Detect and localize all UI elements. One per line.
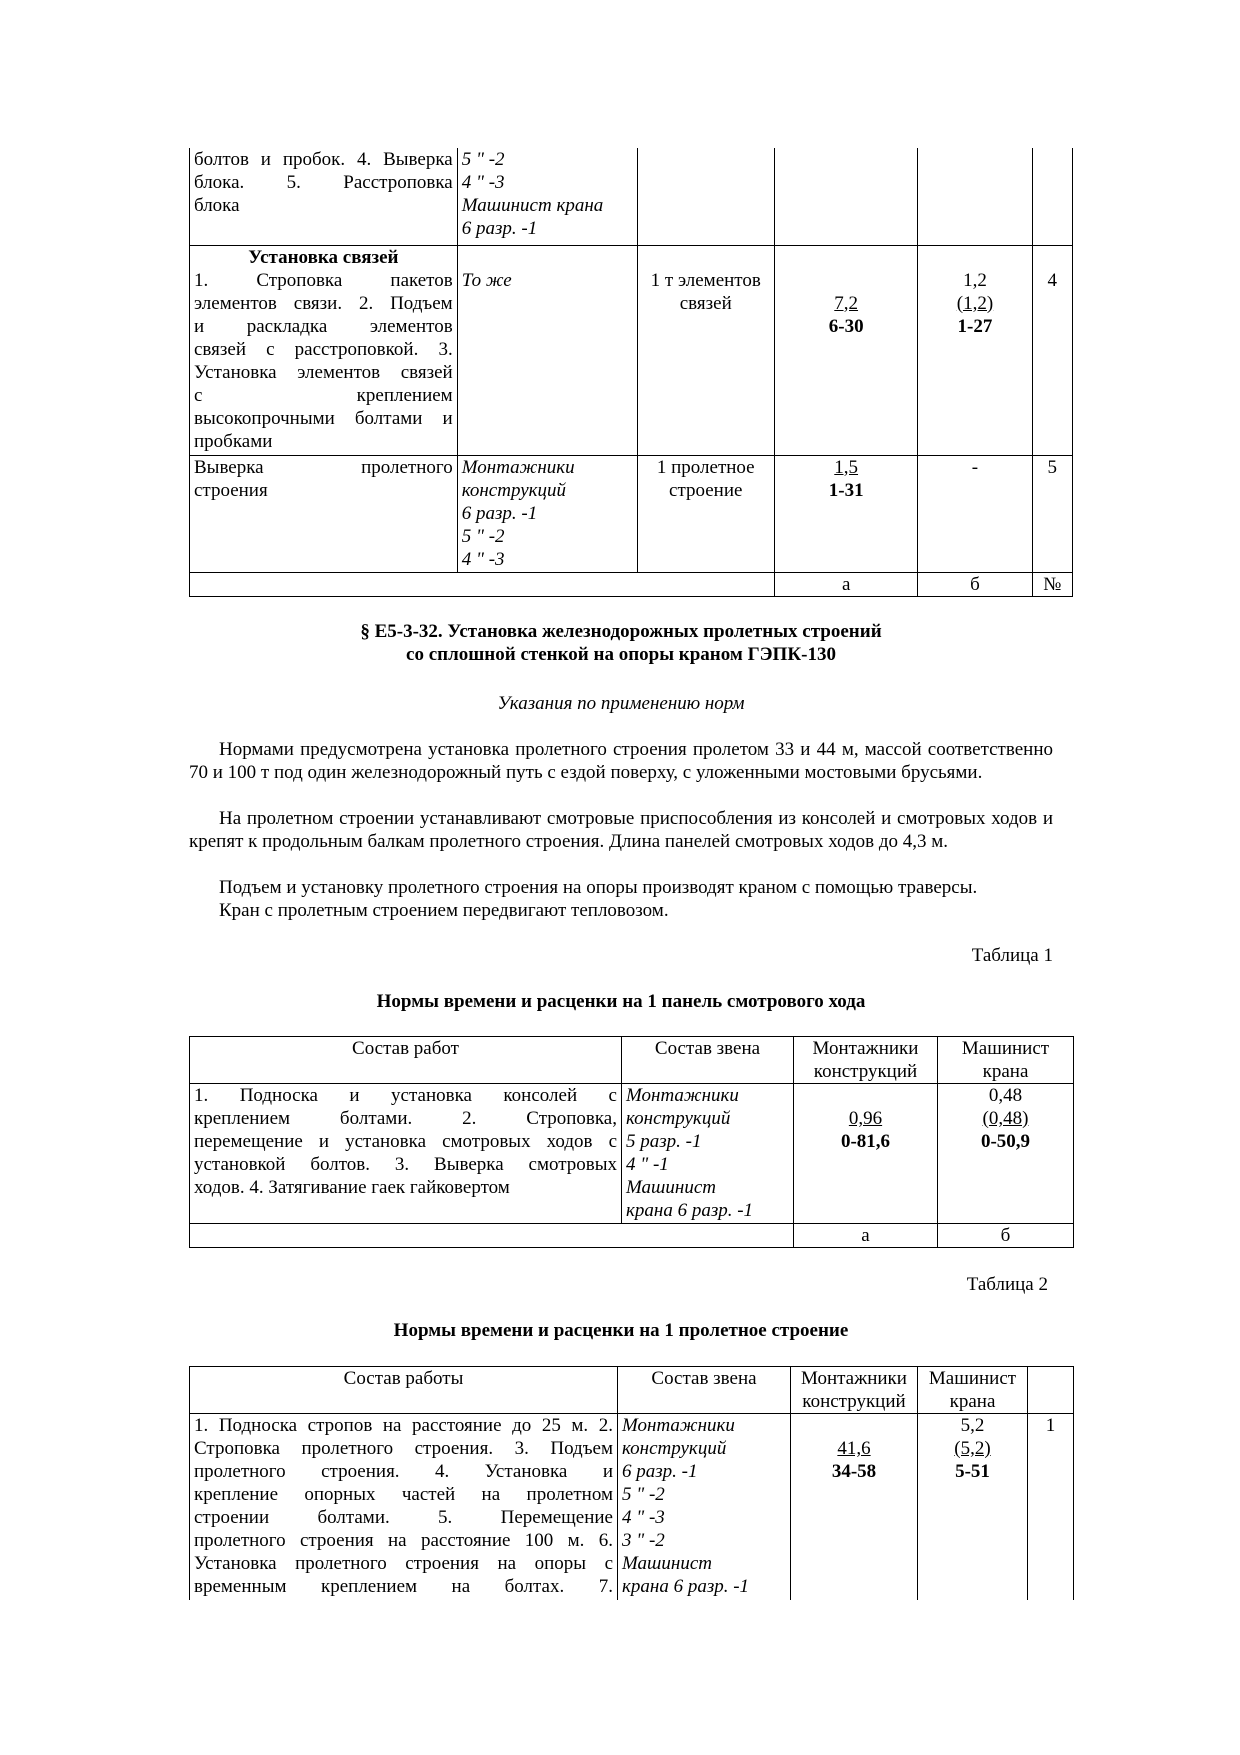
crew-cell	[457, 148, 637, 245]
norm-time-value: 7,2	[834, 292, 859, 314]
work-description-cell	[190, 245, 458, 455]
unit-cell	[637, 148, 774, 245]
text-line: 5 разр. -1	[626, 1131, 702, 1152]
header-line: конструкций	[813, 1061, 918, 1082]
text-line: 5 " -2	[622, 1484, 665, 1505]
footer-label-b: б	[938, 1224, 1074, 1248]
table-footer-row	[190, 1224, 1074, 1248]
text-line: 6 разр. -1	[461, 218, 538, 239]
paragraph: Подъем и установку пролетного строения на опоры производят краном с помощью траверсы.	[219, 877, 978, 898]
table-footer-row	[190, 572, 1073, 596]
text-line: 6 разр. -1	[461, 502, 538, 524]
footer-empty-cell	[190, 572, 775, 596]
row-number: 4	[1047, 269, 1058, 291]
norm-time-value: 1,5	[834, 456, 859, 478]
rate-value: 6-30	[828, 315, 864, 337]
table-label: Таблица 1	[971, 945, 1053, 966]
header-line: Монтажники	[801, 1368, 907, 1389]
norm-b-cell	[918, 245, 1032, 455]
header-line: Машинист	[961, 1038, 1050, 1059]
table-header-row	[190, 1037, 1074, 1084]
text-line: конструкций	[461, 479, 567, 501]
rate-value: 0-81,6	[840, 1131, 891, 1152]
footer-label-a: а	[774, 572, 917, 596]
text-line: строения	[194, 479, 268, 501]
norm-time-value: (0,48)	[982, 1108, 1029, 1129]
header-line: Машинист	[928, 1368, 1017, 1389]
text-line: блока. 5. Расстроповка	[194, 172, 453, 193]
footer-label-a: а	[794, 1224, 938, 1248]
section-title	[189, 620, 1053, 666]
header-line: крана	[949, 1391, 996, 1412]
unit-cell	[637, 245, 774, 455]
norm-time-value: 0,96	[848, 1108, 883, 1129]
text-line: связей с расстроповкой. 3.	[194, 338, 453, 360]
text-line: То же	[461, 269, 512, 291]
text-line: пробками	[194, 430, 273, 452]
norm-b-cell	[938, 1084, 1074, 1224]
number-cell	[1032, 455, 1072, 572]
paragraph: Нормами предусмотрена установка пролетного строения пролетом 33 и 44 м, массой соответственно 70 и 100 т под один железнодорожный путь с ездой поверху, с уложенными мостовыми брусьями.	[189, 739, 1053, 783]
paragraph: Кран с пролетным строением передвигают тепловозом.	[219, 900, 669, 921]
footer-empty-cell	[190, 1224, 794, 1248]
text-line: и раскладка элементов	[194, 315, 453, 337]
work-description-cell	[190, 455, 458, 572]
text-line: Монтажники	[626, 1085, 739, 1106]
section-title-line: § Е5-3-32. Установка железнодорожных пролетных строений	[360, 621, 882, 642]
text-line: 4 " -3	[461, 548, 505, 570]
column-header: Состав звена	[618, 1367, 791, 1414]
footer-label-b: б	[918, 572, 1032, 596]
norm-a-cell	[794, 1084, 938, 1224]
norm-b-cell	[918, 148, 1032, 245]
text-line: временным креплением на болтах. 7.	[194, 1576, 613, 1597]
text-line: креплением болтами. 2. Строповка,	[194, 1108, 617, 1129]
section-subtitle: Указания по применению норм	[497, 693, 745, 714]
work-description-cell	[190, 1414, 618, 1600]
text-line: конструкций	[622, 1438, 727, 1459]
text-line: 1 т элементов	[650, 269, 761, 291]
rate-value: 5-51	[955, 1461, 990, 1482]
column-header: Состав звена	[622, 1037, 794, 1084]
text-line: связей	[679, 292, 732, 314]
norms-table-1	[189, 1036, 1074, 1248]
footer-label-number: №	[1032, 572, 1072, 596]
header-line: крана	[982, 1061, 1029, 1082]
rate-value: 34-58	[831, 1461, 877, 1482]
header-line: конструкций	[802, 1391, 906, 1412]
text-line: Машинист	[622, 1553, 712, 1574]
text-line: крана 6 разр. -1	[626, 1200, 754, 1221]
norm-time-value: 1,2	[963, 269, 987, 291]
table-row	[190, 1084, 1074, 1224]
table-row	[190, 148, 1073, 245]
text-line: 6 разр. -1	[622, 1461, 698, 1482]
text-line: 3 " -2	[622, 1530, 665, 1551]
text-line: Установка пролетного строения на опоры с	[194, 1553, 613, 1574]
text-line: ходов. 4. Затягивание гаек гайковертом	[194, 1177, 510, 1198]
table-label: Таблица 2	[966, 1274, 1048, 1295]
text-line: 4 " -1	[626, 1154, 669, 1175]
text-line: крепление опорных частей на пролетном	[194, 1484, 613, 1505]
text-line: пролетного строения. 4. Установка и	[194, 1461, 613, 1482]
text-line: Установка элементов связей	[194, 361, 453, 383]
work-description-cell	[190, 148, 458, 245]
rate-value: 0-50,9	[980, 1131, 1031, 1152]
norm-time-value: -	[971, 456, 979, 478]
text-line: 5 " -2	[461, 525, 505, 547]
column-header	[1028, 1367, 1074, 1414]
text-line: пролетного строения на расстояние 100 м. 6.	[194, 1530, 613, 1551]
norms-table-2	[189, 1366, 1074, 1600]
table-row	[190, 245, 1073, 455]
crew-cell	[457, 245, 637, 455]
text-line: Машинист крана	[461, 195, 604, 216]
norm-time-value: (5,2)	[954, 1438, 991, 1459]
norm-a-cell	[774, 148, 917, 245]
text-line: болтов и пробок. 4. Выверка	[194, 149, 453, 170]
text-line: Выверка пролетного	[194, 456, 453, 478]
column-header	[938, 1037, 1074, 1084]
rate-value: 1-27	[957, 315, 993, 337]
rate-value: 1-31	[828, 479, 864, 501]
crew-cell	[618, 1414, 791, 1600]
crew-cell	[457, 455, 637, 572]
text-line: строении болтами. 5. Перемещение	[194, 1507, 613, 1528]
norm-time-value: (1,2)	[956, 292, 994, 314]
header-line: Монтажники	[812, 1038, 919, 1059]
column-header: Состав работ	[190, 1037, 622, 1084]
text-line: Монтажники	[461, 456, 575, 478]
text-line: с креплением	[194, 384, 453, 406]
table-row	[190, 1414, 1074, 1600]
norm-b-cell	[918, 1414, 1028, 1600]
paragraph: На пролетном строении устанавливают смотровые приспособления из консолей и смотровых ходов и крепят к продольным балкам пролетного строения. Длина панелей смотровых ходов до 4,3 м.	[189, 808, 1053, 852]
text-line: 1. Подноска и установка консолей с	[194, 1085, 617, 1106]
text-line: конструкций	[626, 1108, 731, 1129]
table-title: Нормы времени и расценки на 1 пролетное строение	[393, 1320, 849, 1341]
number-cell	[1032, 148, 1072, 245]
row-number: 1	[1045, 1415, 1056, 1436]
text-line: Строповка пролетного строения. 3. Подъем	[194, 1438, 613, 1459]
text-line: 4 " -3	[461, 172, 505, 193]
number-cell	[1032, 245, 1072, 455]
norm-time-value: 0,48	[988, 1085, 1023, 1106]
text-line: 1. Подноска стропов на расстояние до 25 м. 2.	[194, 1415, 613, 1436]
work-description-cell	[190, 1084, 622, 1224]
row-title: Установка связей	[248, 246, 399, 268]
table-row	[190, 455, 1073, 572]
column-header: Состав работы	[190, 1367, 618, 1414]
norm-a-cell	[791, 1414, 918, 1600]
unit-cell	[637, 455, 774, 572]
text-line: 5 " -2	[461, 149, 505, 170]
text-line: 1. Строповка пакетов	[194, 269, 453, 291]
text-line: элементов связи. 2. Подъем	[194, 292, 453, 314]
continuation-table	[189, 148, 1073, 597]
text-line: перемещение и установка смотровых ходов с	[194, 1131, 617, 1152]
text-line: 4 " -3	[622, 1507, 665, 1528]
text-line: установкой болтов. 3. Выверка смотровых	[194, 1154, 617, 1175]
row-number: 5	[1047, 456, 1058, 478]
norm-time-value: 5,2	[960, 1415, 985, 1436]
text-line: Монтажники	[622, 1415, 735, 1436]
text-line: крана 6 разр. -1	[622, 1576, 750, 1597]
table-title: Нормы времени и расценки на 1 панель смотрового хода	[376, 991, 866, 1012]
norm-a-cell	[774, 245, 917, 455]
column-header	[794, 1037, 938, 1084]
column-header	[791, 1367, 918, 1414]
text-line: блока	[194, 195, 240, 216]
section-title-line: со сплошной стенкой на опоры краном ГЭПК-130	[406, 644, 836, 665]
text-line: 1 пролетное	[656, 456, 755, 478]
text-line: Машинист	[626, 1177, 716, 1198]
table-header-row	[190, 1367, 1074, 1414]
text-line: высокопрочными болтами и	[194, 407, 453, 429]
column-header	[918, 1367, 1028, 1414]
norm-a-cell	[774, 455, 917, 572]
norm-b-cell	[918, 455, 1032, 572]
crew-cell	[622, 1084, 794, 1224]
number-cell	[1028, 1414, 1074, 1600]
text-line: строение	[669, 479, 743, 501]
norm-time-value: 41,6	[837, 1438, 871, 1459]
